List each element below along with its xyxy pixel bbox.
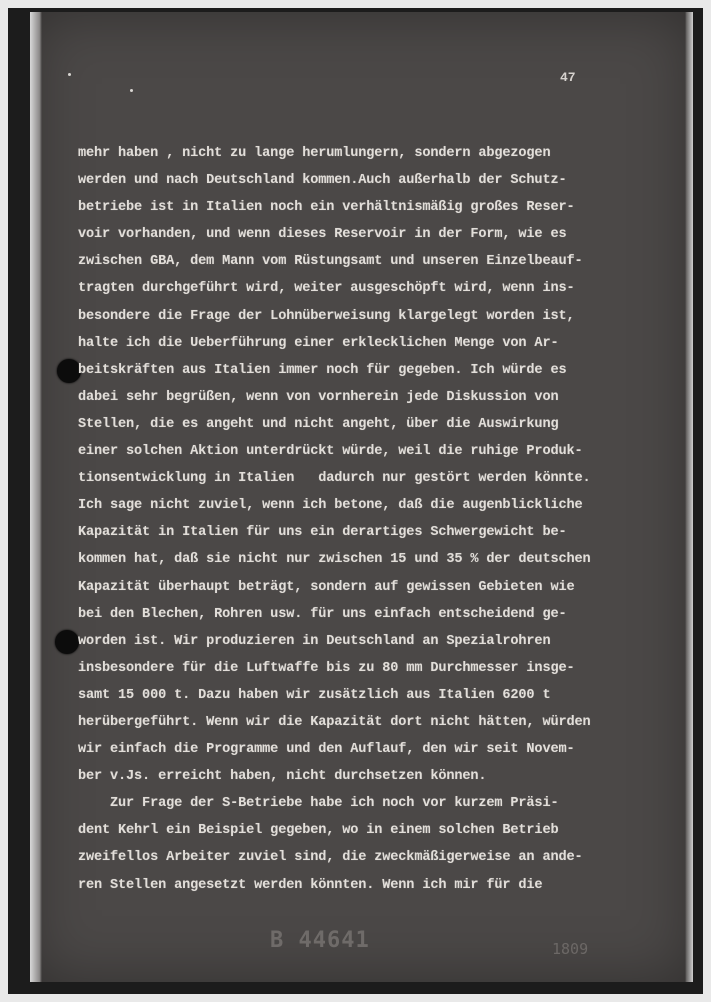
archive-stamp: B 44641	[270, 928, 370, 953]
archive-number: 1809	[552, 940, 589, 958]
typed-text-body	[78, 140, 638, 899]
text-line: Ich sage nicht zuviel, wenn ich betone, daß die augenblickliche	[78, 498, 583, 514]
text-line: samt 15 000 t. Dazu haben wir zusätzlich aus Italien 6200 t	[78, 687, 551, 703]
text-line: betriebe ist in Italien noch ein verhältnismäßig großes Reser-	[78, 200, 575, 216]
page-edge-right	[685, 12, 693, 982]
text-line: voir vorhanden, und wenn dieses Reservoir in der Form, wie es	[78, 227, 567, 243]
text-line: kommen hat, daß sie nicht nur zwischen 15 und 35 % der deutschen	[78, 552, 591, 568]
text-line: mehr haben , nicht zu lange herumlungern, sondern abgezogen	[78, 146, 551, 161]
text-line: ren Stellen angesetzt werden könnten. Wenn ich mir für die	[78, 877, 543, 893]
text-line: beitskräften aus Italien immer noch für gegeben. Ich würde es	[78, 362, 567, 378]
dust-speck	[130, 89, 133, 92]
text-line: Zur Frage der S-Betriebe habe ich noch vor kurzem Präsi-	[78, 796, 559, 812]
text-line: insbesondere für die Luftwaffe bis zu 80 mm Durchmesser insge-	[78, 660, 575, 676]
text-line: worden ist. Wir produzieren in Deutschland an Spezialrohren	[78, 633, 551, 649]
page-number: 47	[560, 70, 576, 85]
text-line: herübergeführt. Wenn wir die Kapazität dort nicht hätten, würden	[78, 714, 591, 730]
text-line: dabei sehr begrüßen, wenn von vornherein jede Diskussion von	[78, 389, 559, 405]
text-line: Kapazität in Italien für uns ein derartiges Schwergewicht be-	[78, 525, 567, 541]
text-line: bei den Blechen, Rohren usw. für uns einfach entscheidend ge-	[78, 606, 567, 622]
text-line: tragten durchgeführt wird, weiter ausgeschöpft wird, wenn ins-	[78, 281, 575, 297]
text-line: zweifellos Arbeiter zuviel sind, die zweckmäßigerweise an ande-	[78, 850, 583, 866]
text-line: einer solchen Aktion unterdrückt würde, weil die ruhige Produk-	[78, 444, 583, 460]
punch-hole-bottom	[55, 630, 79, 654]
dust-speck	[68, 73, 71, 76]
text-line: dent Kehrl ein Beispiel gegeben, wo in einem solchen Betrieb	[78, 823, 559, 839]
text-line: tionsentwicklung in Italien dadurch nur gestört werden könnte.	[78, 471, 591, 487]
text-line: wir einfach die Programme und den Auflauf, den wir seit Novem-	[78, 742, 575, 758]
text-line: werden und nach Deutschland kommen.Auch außerhalb der Schutz-	[78, 173, 567, 189]
text-line: Kapazität überhaupt beträgt, sondern auf gewissen Gebieten wie	[78, 579, 575, 595]
text-line: ber v.Js. erreicht haben, nicht durchsetzen können.	[78, 769, 487, 785]
text-line: besondere die Frage der Lohnüberweisung klargelegt worden ist,	[78, 308, 575, 324]
page-edge-left	[30, 12, 42, 982]
text-line: zwischen GBA, dem Mann vom Rüstungsamt und unseren Einzelbeauf-	[78, 254, 583, 270]
text-line: Stellen, die es angeht und nicht angeht, über die Auswirkung	[78, 416, 559, 432]
text-line: halte ich die Ueberführung einer erklecklichen Menge von Ar-	[78, 335, 559, 351]
